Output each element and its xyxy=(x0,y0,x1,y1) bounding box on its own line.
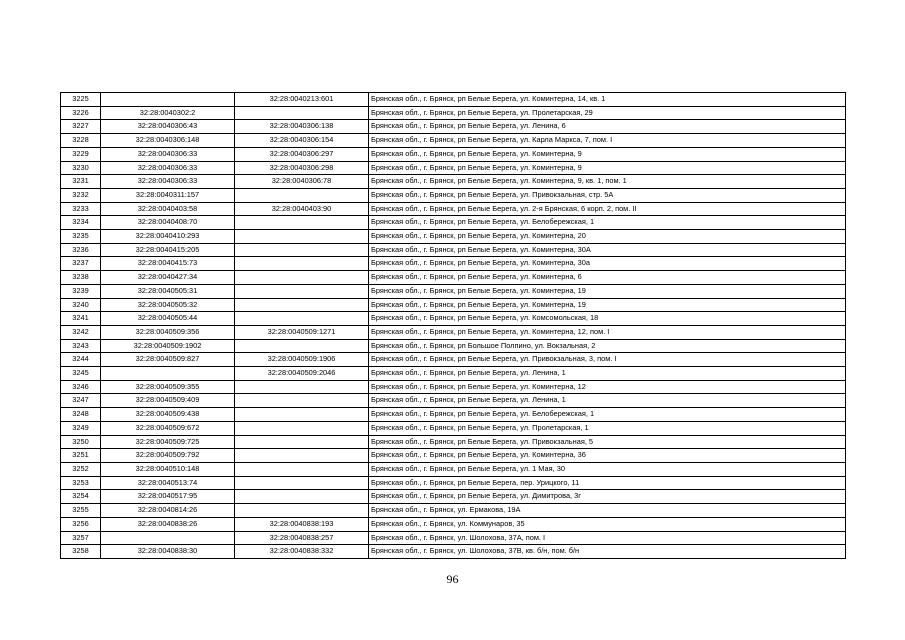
address-cell: Брянская обл., г. Брянск, ул. Шолохова, 37В, кв. б/н, пом. б/н xyxy=(369,545,846,559)
table-row xyxy=(61,545,846,559)
table-row xyxy=(61,161,846,175)
land-cadastral-number-cell: 32:28:0040509:827 xyxy=(101,353,235,367)
table-row xyxy=(61,476,846,490)
table-body xyxy=(61,93,846,559)
land-cadastral-number-cell xyxy=(101,531,235,545)
row-number-cell: 3254 xyxy=(61,490,101,504)
address-cell: Брянская обл., г. Брянск, рп Белые Берега, ул. Пролетарская, 29 xyxy=(369,106,846,120)
row-number-cell: 3225 xyxy=(61,93,101,107)
land-cadastral-number-cell: 32:28:0040311:157 xyxy=(101,188,235,202)
row-number-cell: 3228 xyxy=(61,134,101,148)
building-cadastral-number-cell: 32:28:0040306:298 xyxy=(235,161,369,175)
table-row xyxy=(61,449,846,463)
building-cadastral-number-cell xyxy=(235,312,369,326)
land-cadastral-number-cell: 32:28:0040513:74 xyxy=(101,476,235,490)
address-cell: Брянская обл., г. Брянск, рп Белые Берега, ул. Коминтерна, 9 xyxy=(369,147,846,161)
building-cadastral-number-cell xyxy=(235,216,369,230)
land-cadastral-number-cell: 32:28:0040814:26 xyxy=(101,504,235,518)
land-cadastral-number-cell: 32:28:0040509:409 xyxy=(101,394,235,408)
address-cell: Брянская обл., г. Брянск, рп Белые Берега, ул. Ленина, 1 xyxy=(369,367,846,381)
row-number-cell: 3241 xyxy=(61,312,101,326)
table-row xyxy=(61,120,846,134)
land-cadastral-number-cell: 32:28:0040306:148 xyxy=(101,134,235,148)
address-cell: Брянская обл., г. Брянск, рп Белые Берега, ул. Коминтерна, 19 xyxy=(369,284,846,298)
row-number-cell: 3231 xyxy=(61,175,101,189)
address-cell: Брянская обл., г. Брянск, рп Белые Берега, ул. 1 Мая, 30 xyxy=(369,462,846,476)
land-cadastral-number-cell: 32:28:0040517:95 xyxy=(101,490,235,504)
address-cell: Брянская обл., г. Брянск, рп Белые Берега, ул. Коминтерна, 9 xyxy=(369,161,846,175)
land-cadastral-number-cell: 32:28:0040302:2 xyxy=(101,106,235,120)
building-cadastral-number-cell xyxy=(235,257,369,271)
land-cadastral-number-cell: 32:28:0040415:205 xyxy=(101,243,235,257)
row-number-cell: 3226 xyxy=(61,106,101,120)
table-row xyxy=(61,353,846,367)
address-cell: Брянская обл., г. Брянск, рп Белые Берега, ул. Коминтерна, 6 xyxy=(369,271,846,285)
land-cadastral-number-cell: 32:28:0040403:58 xyxy=(101,202,235,216)
land-cadastral-number-cell: 32:28:0040838:30 xyxy=(101,545,235,559)
row-number-cell: 3239 xyxy=(61,284,101,298)
row-number-cell: 3256 xyxy=(61,517,101,531)
table-row xyxy=(61,504,846,518)
land-cadastral-number-cell: 32:28:0040306:43 xyxy=(101,120,235,134)
land-cadastral-number-cell: 32:28:0040505:44 xyxy=(101,312,235,326)
land-cadastral-number-cell: 32:28:0040838:26 xyxy=(101,517,235,531)
land-cadastral-number-cell: 32:28:0040509:356 xyxy=(101,325,235,339)
row-number-cell: 3251 xyxy=(61,449,101,463)
address-cell: Брянская обл., г. Брянск, рп Белые Берега, ул. Коминтерна, 30а xyxy=(369,257,846,271)
address-cell: Брянская обл., г. Брянск, рп Белые Берега, ул. Привокзальная, 5 xyxy=(369,435,846,449)
building-cadastral-number-cell: 32:28:0040509:1271 xyxy=(235,325,369,339)
land-cadastral-number-cell: 32:28:0040306:33 xyxy=(101,147,235,161)
building-cadastral-number-cell: 32:28:0040509:1906 xyxy=(235,353,369,367)
row-number-cell: 3233 xyxy=(61,202,101,216)
land-cadastral-number-cell: 32:28:0040505:31 xyxy=(101,284,235,298)
table-row xyxy=(61,394,846,408)
address-cell: Брянская обл., г. Брянск, рп Белые Берега, ул. Белобережская, 1 xyxy=(369,408,846,422)
building-cadastral-number-cell xyxy=(235,298,369,312)
table-row xyxy=(61,367,846,381)
page-number: 96 xyxy=(446,572,459,586)
row-number-cell: 3252 xyxy=(61,462,101,476)
table-row xyxy=(61,257,846,271)
address-cell: Брянская обл., г. Брянск, рп Белые Берега, ул. Карла Маркса, 7, пом. I xyxy=(369,134,846,148)
building-cadastral-number-cell xyxy=(235,230,369,244)
table-row xyxy=(61,408,846,422)
land-cadastral-number-cell: 32:28:0040509:725 xyxy=(101,435,235,449)
table-row xyxy=(61,106,846,120)
row-number-cell: 3248 xyxy=(61,408,101,422)
row-number-cell: 3240 xyxy=(61,298,101,312)
table-row xyxy=(61,93,846,107)
address-cell: Брянская обл., г. Брянск, рп Белые Берега, ул. Коминтерна, 12, пом. I xyxy=(369,325,846,339)
table-row xyxy=(61,188,846,202)
land-cadastral-number-cell: 32:28:0040427:34 xyxy=(101,271,235,285)
address-cell: Брянская обл., г. Брянск, рп Белые Берега, ул. Белобережская, 1 xyxy=(369,216,846,230)
table-row xyxy=(61,490,846,504)
building-cadastral-number-cell: 32:28:0040306:154 xyxy=(235,134,369,148)
property-register-table xyxy=(60,92,846,559)
building-cadastral-number-cell xyxy=(235,394,369,408)
address-cell: Брянская обл., г. Брянск, рп Белые Берега, ул. Коминтерна, 9, кв. 1, пом. 1 xyxy=(369,175,846,189)
address-cell: Брянская обл., г. Брянск, рп Белые Берега, ул. Пролетарская, 1 xyxy=(369,421,846,435)
land-cadastral-number-cell: 32:28:0040509:438 xyxy=(101,408,235,422)
building-cadastral-number-cell xyxy=(235,380,369,394)
address-cell: Брянская обл., г. Брянск, ул. Ермакова, 19А xyxy=(369,504,846,518)
row-number-cell: 3237 xyxy=(61,257,101,271)
address-cell: Брянская обл., г. Брянск, ул. Коммунаров, 35 xyxy=(369,517,846,531)
building-cadastral-number-cell xyxy=(235,408,369,422)
table-row xyxy=(61,134,846,148)
table-row xyxy=(61,175,846,189)
building-cadastral-number-cell xyxy=(235,284,369,298)
table-row xyxy=(61,325,846,339)
land-cadastral-number-cell: 32:28:0040509:792 xyxy=(101,449,235,463)
land-cadastral-number-cell: 32:28:0040505:32 xyxy=(101,298,235,312)
land-cadastral-number-cell: 32:28:0040408:70 xyxy=(101,216,235,230)
land-cadastral-number-cell: 32:28:0040509:355 xyxy=(101,380,235,394)
address-cell: Брянская обл., г. Брянск, рп Белые Берега, ул. 2-я Брянская, 6 корп. 2, пом. II xyxy=(369,202,846,216)
building-cadastral-number-cell xyxy=(235,243,369,257)
building-cadastral-number-cell xyxy=(235,462,369,476)
row-number-cell: 3246 xyxy=(61,380,101,394)
table-row xyxy=(61,147,846,161)
row-number-cell: 3247 xyxy=(61,394,101,408)
table-row xyxy=(61,421,846,435)
building-cadastral-number-cell: 32:28:0040306:78 xyxy=(235,175,369,189)
table-row xyxy=(61,312,846,326)
row-number-cell: 3234 xyxy=(61,216,101,230)
row-number-cell: 3227 xyxy=(61,120,101,134)
table-row xyxy=(61,230,846,244)
address-cell: Брянская обл., г. Брянск, рп Белые Берега, ул. Коминтерна, 19 xyxy=(369,298,846,312)
building-cadastral-number-cell: 32:28:0040509:2046 xyxy=(235,367,369,381)
table-row xyxy=(61,271,846,285)
table-row xyxy=(61,380,846,394)
building-cadastral-number-cell xyxy=(235,476,369,490)
address-cell: Брянская обл., г. Брянск, рп Белые Берега, ул. Коминтерна, 36 xyxy=(369,449,846,463)
address-cell: Брянская обл., г. Брянск, рп Белые Берега, ул. Ленина, 6 xyxy=(369,120,846,134)
row-number-cell: 3258 xyxy=(61,545,101,559)
building-cadastral-number-cell: 32:28:0040306:297 xyxy=(235,147,369,161)
land-cadastral-number-cell xyxy=(101,367,235,381)
row-number-cell: 3257 xyxy=(61,531,101,545)
row-number-cell: 3249 xyxy=(61,421,101,435)
address-cell: Брянская обл., г. Брянск, рп Белые Берега, ул. Комсомольская, 18 xyxy=(369,312,846,326)
building-cadastral-number-cell xyxy=(235,435,369,449)
land-cadastral-number-cell: 32:28:0040306:33 xyxy=(101,161,235,175)
address-cell: Брянская обл., г. Брянск, рп Белые Берега, ул. Коминтерна, 12 xyxy=(369,380,846,394)
table-row xyxy=(61,531,846,545)
table-row xyxy=(61,462,846,476)
address-cell: Брянская обл., г. Брянск, рп Белые Берега, ул. Коминтерна, 20 xyxy=(369,230,846,244)
land-cadastral-number-cell: 32:28:0040415:73 xyxy=(101,257,235,271)
building-cadastral-number-cell xyxy=(235,339,369,353)
row-number-cell: 3229 xyxy=(61,147,101,161)
building-cadastral-number-cell: 32:28:0040306:138 xyxy=(235,120,369,134)
address-cell: Брянская обл., г. Брянск, рп Белые Берега, ул. Привокзальная, стр. 5А xyxy=(369,188,846,202)
building-cadastral-number-cell: 32:28:0040213:601 xyxy=(235,93,369,107)
table-row xyxy=(61,216,846,230)
building-cadastral-number-cell xyxy=(235,188,369,202)
row-number-cell: 3235 xyxy=(61,230,101,244)
address-cell: Брянская обл., г. Брянск, ул. Шолохова, 37А, пом. I xyxy=(369,531,846,545)
building-cadastral-number-cell: 32:28:0040838:332 xyxy=(235,545,369,559)
table-row xyxy=(61,243,846,257)
building-cadastral-number-cell: 32:28:0040403:90 xyxy=(235,202,369,216)
building-cadastral-number-cell xyxy=(235,271,369,285)
address-cell: Брянская обл., г. Брянск, рп Большое Полпино, ул. Вокзальная, 2 xyxy=(369,339,846,353)
address-cell: Брянская обл., г. Брянск, рп Белые Берега, ул. Коминтерна, 30А xyxy=(369,243,846,257)
row-number-cell: 3230 xyxy=(61,161,101,175)
table-row xyxy=(61,517,846,531)
row-number-cell: 3245 xyxy=(61,367,101,381)
building-cadastral-number-cell xyxy=(235,106,369,120)
row-number-cell: 3244 xyxy=(61,353,101,367)
land-cadastral-number-cell: 32:28:0040509:1902 xyxy=(101,339,235,353)
row-number-cell: 3243 xyxy=(61,339,101,353)
address-cell: Брянская обл., г. Брянск, рп Белые Берега, ул. Ленина, 1 xyxy=(369,394,846,408)
table-row xyxy=(61,339,846,353)
table-row xyxy=(61,435,846,449)
row-number-cell: 3255 xyxy=(61,504,101,518)
address-cell: Брянская обл., г. Брянск, рп Белые Берега, пер. Урицкого, 11 xyxy=(369,476,846,490)
table-row xyxy=(61,298,846,312)
row-number-cell: 3232 xyxy=(61,188,101,202)
address-cell: Брянская обл., г. Брянск, рп Белые Берега, ул. Димитрова, 3г xyxy=(369,490,846,504)
table-row xyxy=(61,284,846,298)
table-row xyxy=(61,202,846,216)
building-cadastral-number-cell xyxy=(235,449,369,463)
land-cadastral-number-cell xyxy=(101,93,235,107)
building-cadastral-number-cell: 32:28:0040838:193 xyxy=(235,517,369,531)
row-number-cell: 3242 xyxy=(61,325,101,339)
land-cadastral-number-cell: 32:28:0040510:148 xyxy=(101,462,235,476)
address-cell: Брянская обл., г. Брянск, рп Белые Берега, ул. Коминтерна, 14, кв. 1 xyxy=(369,93,846,107)
land-cadastral-number-cell: 32:28:0040306:33 xyxy=(101,175,235,189)
row-number-cell: 3238 xyxy=(61,271,101,285)
land-cadastral-number-cell: 32:28:0040509:672 xyxy=(101,421,235,435)
building-cadastral-number-cell xyxy=(235,421,369,435)
building-cadastral-number-cell xyxy=(235,490,369,504)
building-cadastral-number-cell: 32:28:0040838:257 xyxy=(235,531,369,545)
row-number-cell: 3236 xyxy=(61,243,101,257)
row-number-cell: 3253 xyxy=(61,476,101,490)
address-cell: Брянская обл., г. Брянск, рп Белые Берега, ул. Привокзальная, 3, пом. I xyxy=(369,353,846,367)
land-cadastral-number-cell: 32:28:0040410:293 xyxy=(101,230,235,244)
building-cadastral-number-cell xyxy=(235,504,369,518)
row-number-cell: 3250 xyxy=(61,435,101,449)
